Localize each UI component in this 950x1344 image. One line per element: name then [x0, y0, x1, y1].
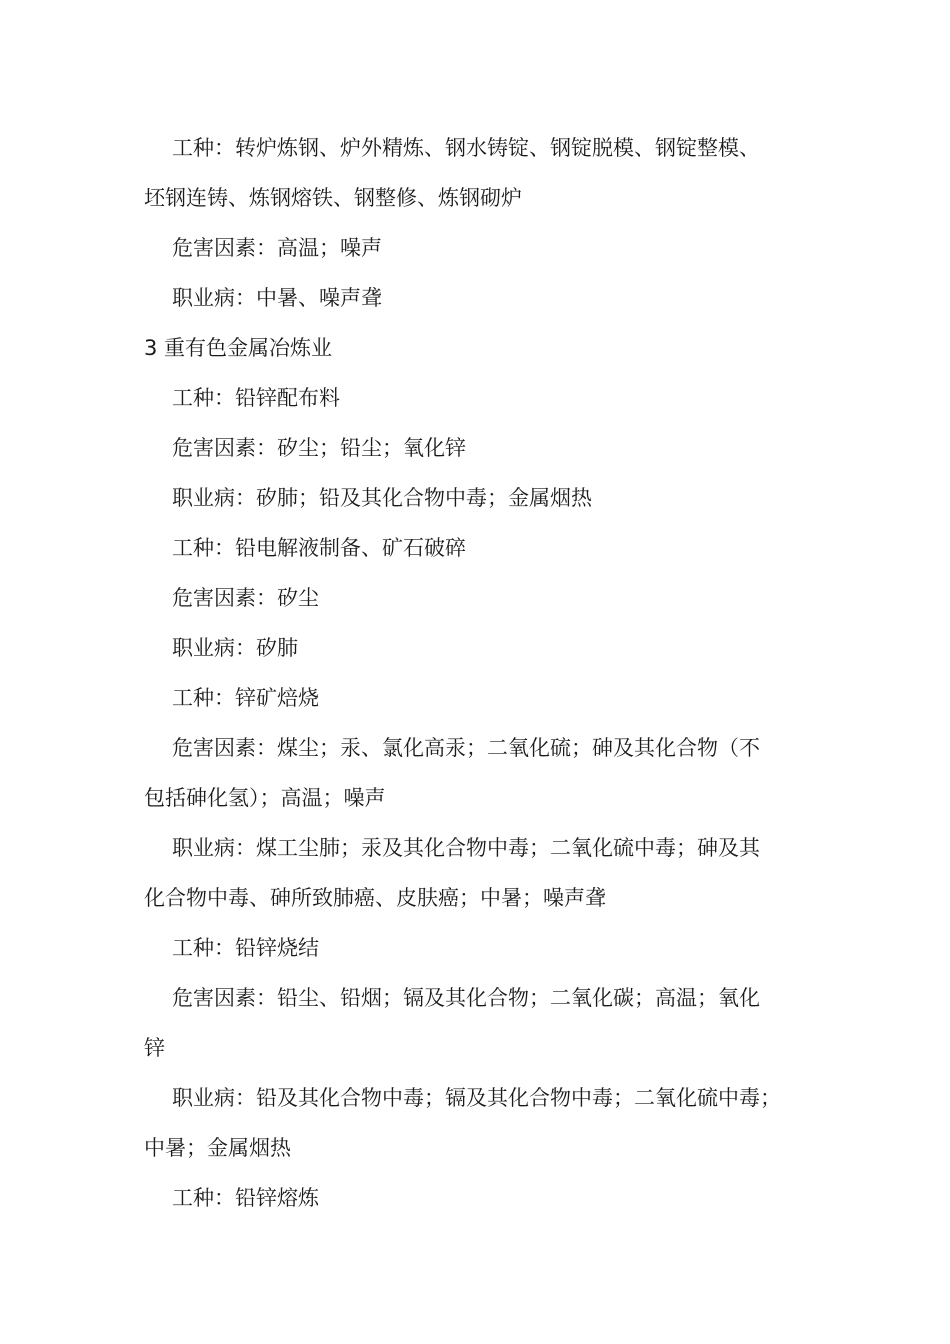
document-body — [144, 123, 820, 1223]
text-line: 工种：铅锌配布料 — [172, 386, 340, 410]
text-line: 危害因素：铅尘、铅烟；镉及其化合物；二氧化碳；高温；氧化 — [172, 986, 760, 1010]
text-line: 包括砷化氢）；高温；噪声 — [144, 786, 386, 810]
text-line: 职业病：矽肺 — [172, 636, 298, 660]
text-line: 化合物中毒、砷所致肺癌、皮肤癌；中暑；噪声聋 — [144, 886, 606, 910]
text-line: 职业病：矽肺；铅及其化合物中毒；金属烟热 — [172, 486, 592, 510]
text-line: 锌 — [144, 1036, 165, 1060]
text-line: 职业病：中暑、噪声聋 — [172, 286, 382, 310]
text-line: 工种：铅锌烧结 — [172, 936, 319, 960]
text-line: 职业病：煤工尘肺；汞及其化合物中毒；二氧化硫中毒；砷及其 — [172, 836, 760, 860]
text-line: 职业病：铅及其化合物中毒；镉及其化合物中毒；二氧化硫中毒； — [172, 1086, 781, 1110]
text-line: 危害因素：矽尘 — [172, 586, 319, 610]
section-heading: 3 重有色金属冶炼业 — [144, 336, 333, 360]
text-line: 危害因素：煤尘；汞、氯化高汞；二氧化硫；砷及其化合物（不 — [172, 736, 760, 760]
text-line: 中暑；金属烟热 — [144, 1136, 291, 1160]
text-line: 危害因素：矽尘；铅尘；氧化锌 — [172, 436, 466, 460]
text-line: 工种：转炉炼钢、炉外精炼、钢水铸锭、钢锭脱模、钢锭整模、 — [172, 136, 760, 160]
text-line: 坯钢连铸、炼钢熔铁、钢整修、炼钢砌炉 — [144, 186, 522, 210]
text-line: 工种：锌矿焙烧 — [172, 686, 319, 710]
text-line: 危害因素：高温；噪声 — [172, 236, 382, 260]
text-line: 工种：铅电解液制备、矿石破碎 — [172, 536, 466, 560]
text-line: 工种：铅锌熔炼 — [172, 1186, 319, 1210]
